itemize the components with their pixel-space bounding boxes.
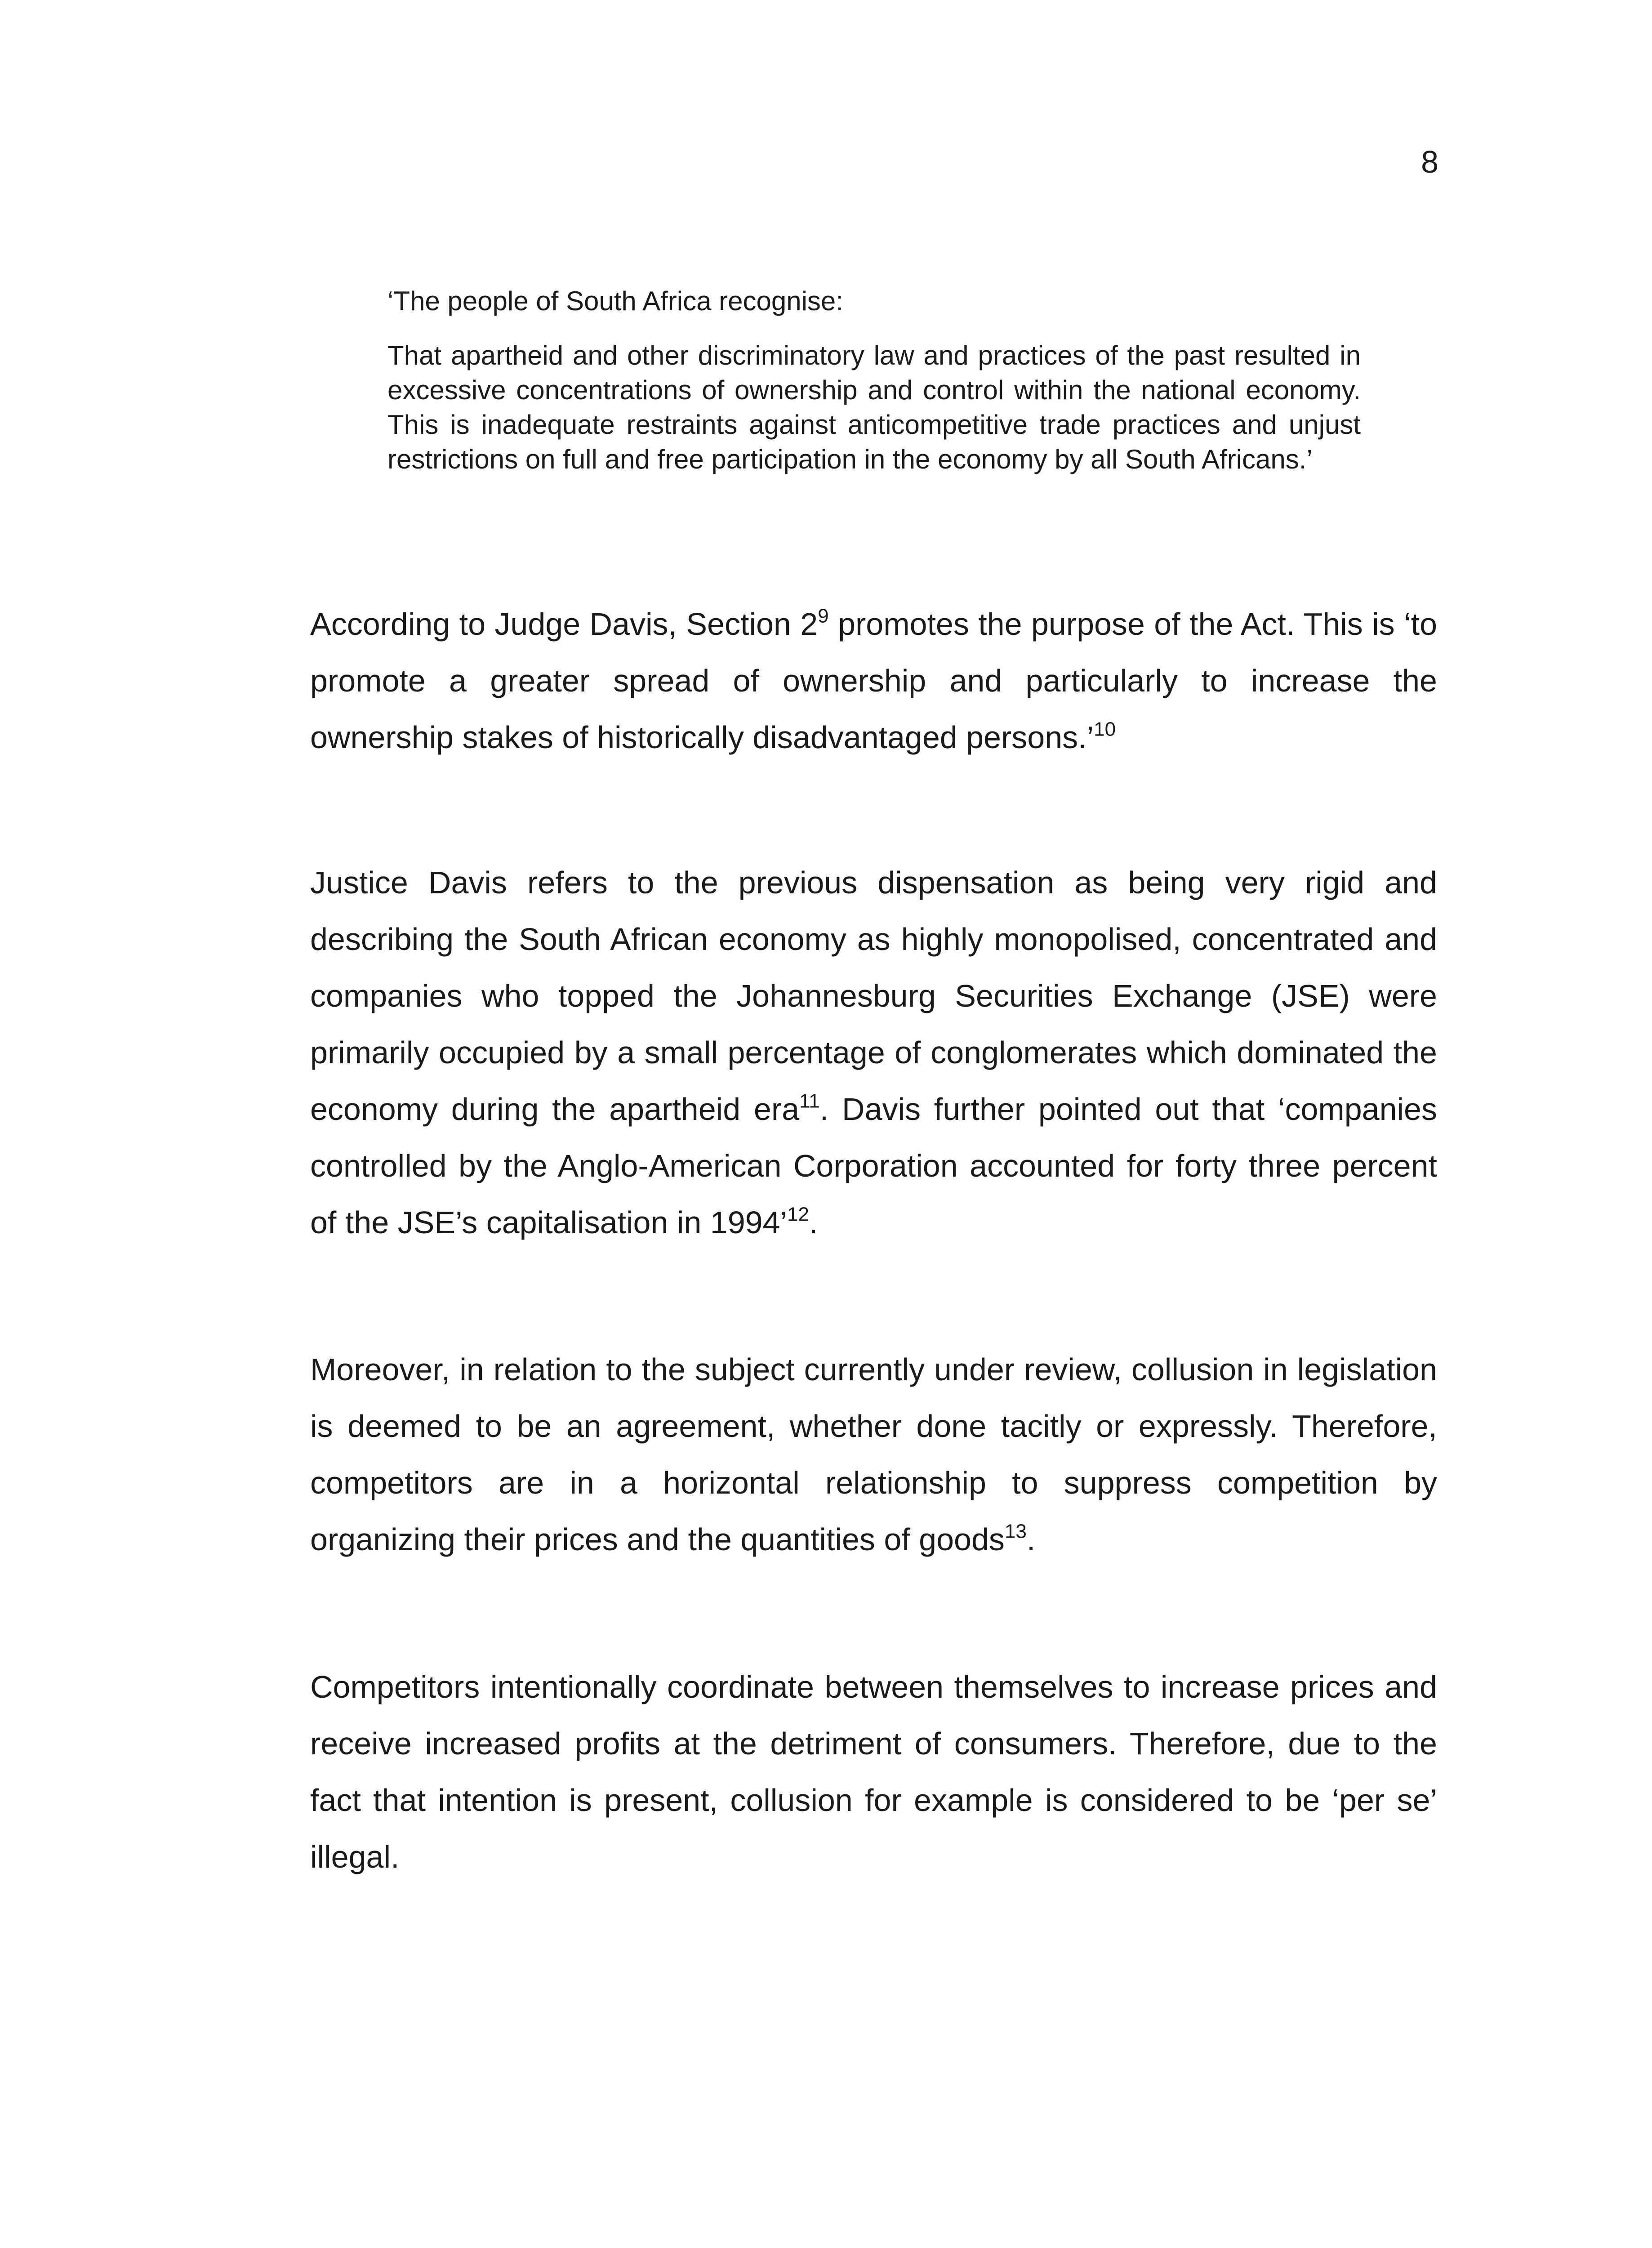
paragraph-collusion-definition xyxy=(310,1341,1437,1568)
paragraph-text: . Davis further pointed out that ‘companies controlled by the Anglo-American Corporation accounted for forty three percent of the JSE’s capitalisation in 1994’ xyxy=(310,1092,1437,1240)
paragraph-text: . xyxy=(809,1205,818,1240)
paragraph-text: Moreover, in relation to the subject currently under review, collusion in legislation is deemed to be an agreement, whether done tacitly or expressly. Therefore, competitors are in a horizontal relationship to suppress competition by organizing their prices and the quantities of goods xyxy=(310,1352,1437,1557)
paragraph-text: Competitors intentionally coordinate between themselves to increase prices and receive increased profits at the detriment of consumers. Therefore, due to the fact that intention is present, collusion for example is considered to be ‘per se’ illegal. xyxy=(310,1669,1437,1874)
footnote-ref-11: 11 xyxy=(799,1090,820,1112)
page-number: 8 xyxy=(1421,144,1438,179)
paragraph-per-se-illegal xyxy=(310,1659,1437,1885)
footnote-ref-9: 9 xyxy=(818,605,829,627)
paragraph-text: According to Judge Davis, Section 2 xyxy=(310,607,818,642)
footnote-ref-10: 10 xyxy=(1094,718,1116,740)
footnote-ref-13: 13 xyxy=(1004,1520,1027,1543)
paragraph-text: promotes the purpose of the Act. This is ‘to promote a greater spread of ownership and particularly to increase the ownership stakes of historically disadvantaged persons.’ xyxy=(310,607,1437,755)
footnote-ref-12: 12 xyxy=(787,1203,809,1226)
paragraph-previous-dispensation xyxy=(310,854,1437,1251)
quote-body: That apartheid and other discriminatory law and practices of the past resulted in excessive concentrations of ownership and control within the national economy. This is inadequate restraints against anticompetitive trade practices and unjust restrictions on full and free participation in the economy by all South Africans.’ xyxy=(387,340,1361,474)
paragraph-text: Justice Davis refers to the previous dispensation as being very rigid and describing the South African economy as highly monopolised, concentrated and companies who topped the Johannesburg Securities Exchange (JSE) were primarily occupied by a small percentage of conglomerates which dominated the economy during the apartheid era xyxy=(310,865,1437,1127)
quote-intro: ‘The people of South Africa recognise: xyxy=(387,286,843,316)
block-quote xyxy=(387,283,1361,477)
paragraph-judge-davis-section-2 xyxy=(310,596,1437,766)
paragraph-text: . xyxy=(1026,1522,1036,1557)
